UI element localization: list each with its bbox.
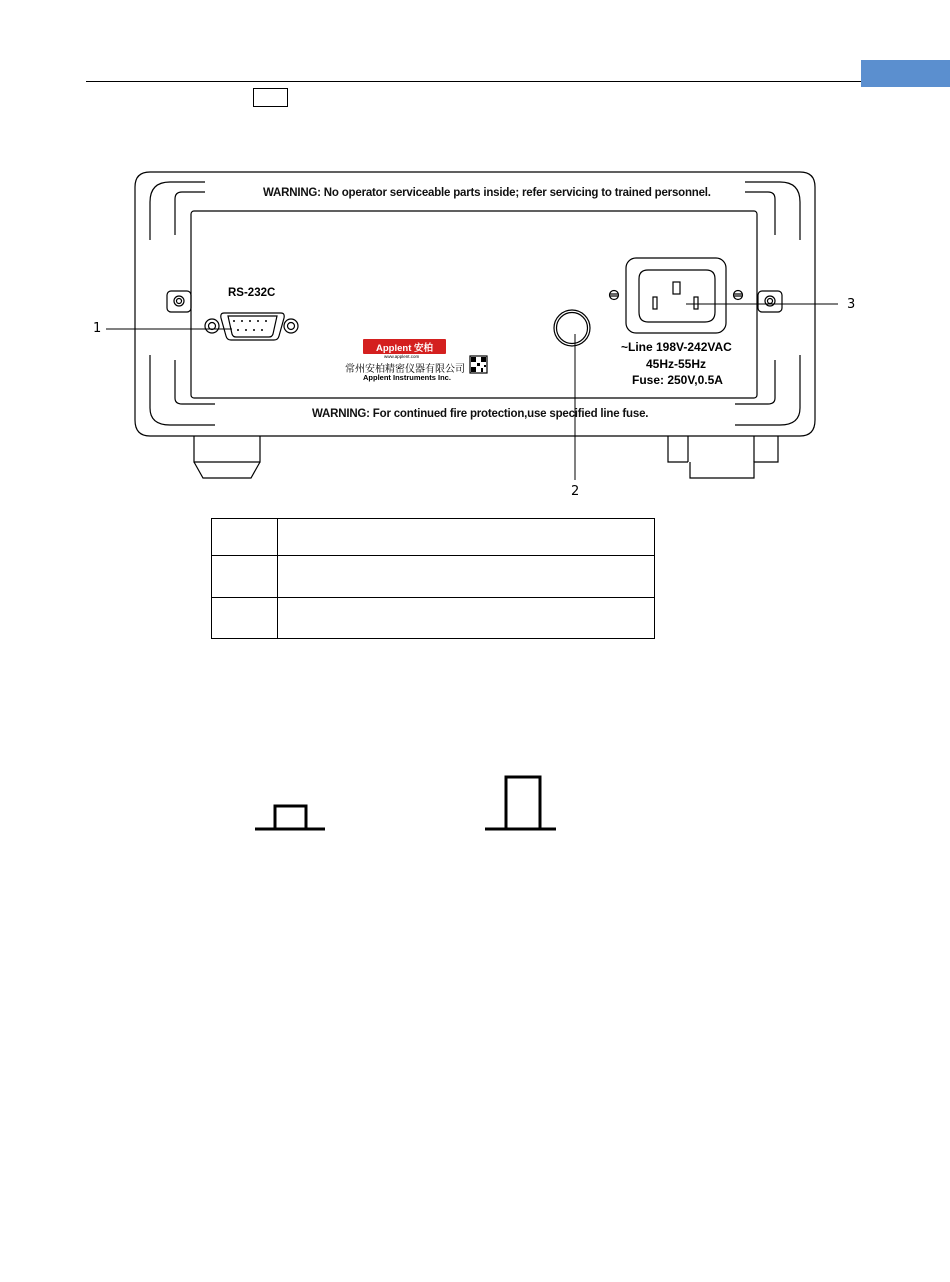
callout-2: 2	[571, 484, 580, 499]
mount-left	[167, 291, 191, 312]
legend-table	[211, 518, 655, 639]
logo-url: www.applent.com	[384, 354, 420, 359]
table-row	[212, 556, 655, 598]
bracket-tl-inner	[175, 192, 205, 235]
table-cell-num	[212, 556, 278, 598]
brand-logo	[363, 339, 446, 354]
switch-on-symbol	[485, 777, 556, 829]
ground-terminal	[554, 310, 590, 346]
table-row	[212, 598, 655, 639]
table-cell-num	[212, 519, 278, 556]
power-line-rating: ~Line 198V-242VAC	[621, 340, 732, 354]
table-cell-desc	[278, 556, 655, 598]
table-cell-desc	[278, 598, 655, 639]
logo-brand-text: Applent 安柏	[376, 342, 433, 354]
table-cell-num	[212, 598, 278, 639]
switch-off-symbol	[255, 806, 325, 829]
table-cell-desc	[278, 519, 655, 556]
company-en: Applent Instruments Inc.	[363, 373, 451, 382]
bottom-warning: WARNING: For continued fire protection,use specified line fuse.	[312, 408, 649, 420]
table-row	[212, 519, 655, 556]
company-cn: 常州安柏精密仪器有限公司	[345, 364, 465, 375]
bracket-br	[735, 355, 800, 425]
bracket-tr-inner	[745, 192, 775, 235]
foot-left	[194, 436, 260, 478]
bracket-bl	[150, 355, 215, 425]
rs232-label: RS-232C	[228, 287, 276, 299]
callout-1: 1	[93, 321, 102, 336]
power-fuse-rating: Fuse: 250V,0.5A	[632, 373, 723, 387]
mount-right	[758, 291, 782, 312]
power-frequency: 45Hz-55Hz	[646, 357, 707, 371]
foot-right	[668, 436, 778, 478]
callout-3: 3	[847, 297, 856, 312]
top-warning: WARNING: No operator serviceable parts inside; refer servicing to trained personnel.	[263, 187, 711, 199]
